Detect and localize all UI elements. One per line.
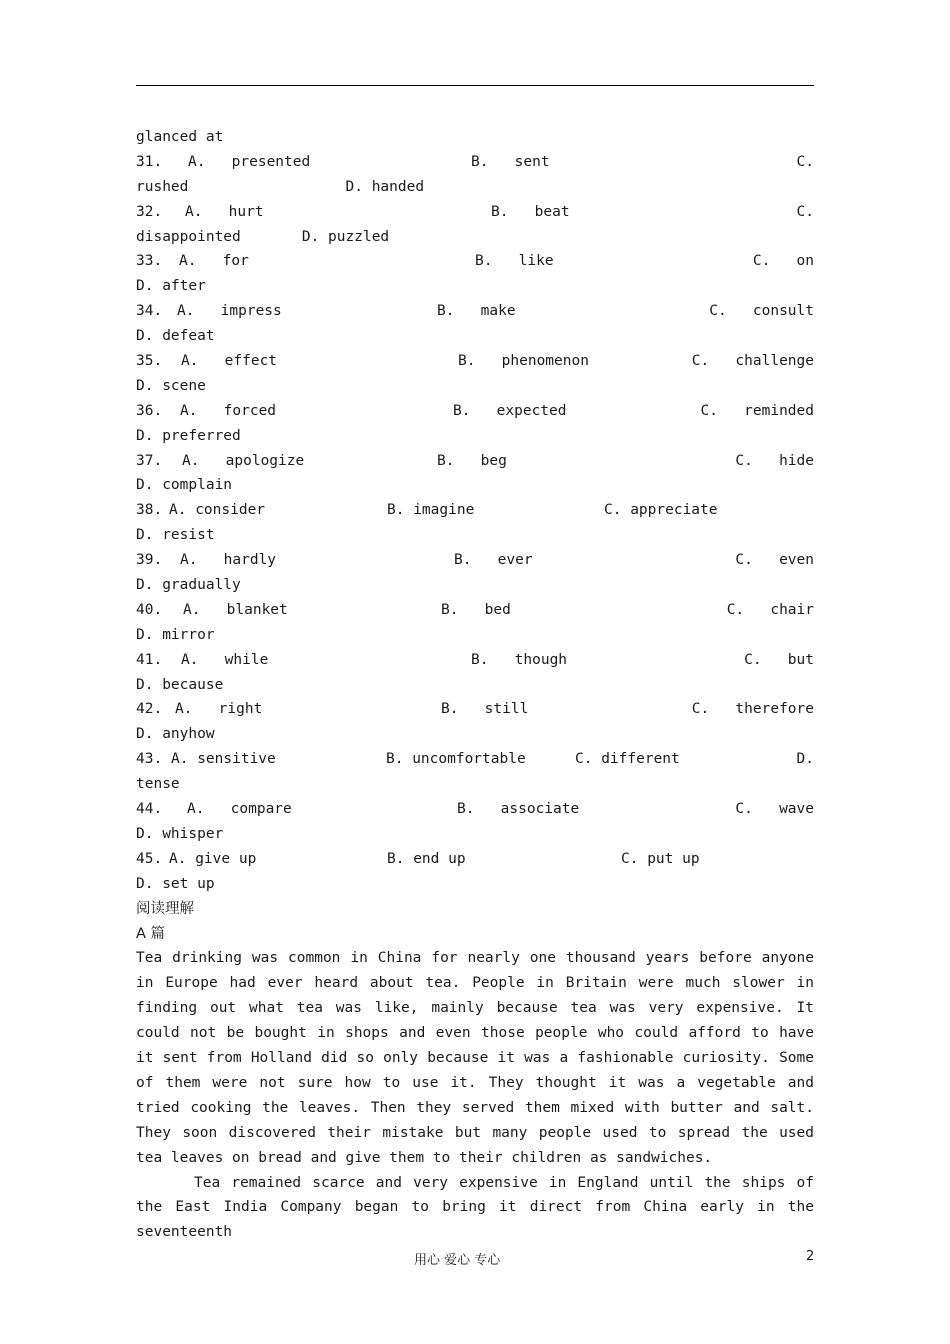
question-continuation: D. anyhow bbox=[136, 726, 215, 743]
question-continuation: D. scene bbox=[136, 377, 206, 394]
option-a: A. apologize bbox=[182, 452, 305, 469]
option-b: B. beg bbox=[437, 452, 507, 469]
question-continuation: D. preferred bbox=[136, 427, 241, 444]
header-rule bbox=[136, 85, 814, 86]
question-row bbox=[136, 349, 814, 374]
page-number: 2 bbox=[806, 1249, 815, 1264]
option-c: C. reminded bbox=[700, 402, 814, 419]
question-continuation: D. resist bbox=[136, 527, 215, 544]
option-b: B. ever bbox=[454, 552, 533, 569]
question-row bbox=[136, 449, 814, 474]
question-row bbox=[136, 648, 814, 673]
option-a: A. right bbox=[175, 701, 263, 718]
option-b: B. make bbox=[437, 303, 516, 320]
option-c: C. put up bbox=[621, 850, 700, 867]
option-b: B. still bbox=[441, 701, 529, 718]
question-number: 44. bbox=[136, 801, 163, 818]
option-b: B. though bbox=[471, 651, 568, 668]
option-c: C. consult bbox=[709, 303, 814, 320]
option-b: B. sent bbox=[471, 153, 550, 170]
question-continuation: D. whisper bbox=[136, 825, 224, 842]
section-heading: 阅读理解 bbox=[136, 900, 194, 917]
option-a: A. forced bbox=[180, 402, 277, 419]
option-a: A. give up bbox=[169, 850, 257, 867]
question-continuation: D. because bbox=[136, 676, 224, 693]
question-number: 37. bbox=[136, 452, 163, 469]
option-c: C. chair bbox=[726, 601, 814, 618]
question-number: 32. bbox=[136, 203, 163, 220]
question-number: 33. bbox=[136, 253, 163, 270]
option-c: C. hide bbox=[735, 452, 814, 469]
question-continuation: tense bbox=[136, 776, 180, 793]
top-line: glanced at bbox=[136, 129, 224, 145]
question-number: 41. bbox=[136, 651, 163, 668]
passage-label: A 篇 bbox=[136, 925, 166, 942]
option-b: B. phenomenon bbox=[458, 353, 589, 370]
question-continuation: D. complain bbox=[136, 477, 233, 494]
option-a: A. hurt bbox=[185, 203, 264, 220]
question-number: 39. bbox=[136, 552, 163, 569]
footer-slogan: 用心 爱心 专心 bbox=[414, 1253, 501, 1268]
paragraph-1: Tea drinking was common in China for nearly one thousand years before anyone in Europe had ever heard about tea. People in Britain were much slower in finding out what tea was like, mainly because tea was very expensive. It could not be bought in shops and even those people who could afford to have it sent from Holland did so only because it was a fashionable curiosity. Some of them were not sure how to use it. They thought it was a vegetable and tried cooking the leaves. Then they served them mixed with butter and salt. They soon discovered their mistake but many people used to spread the used tea leaves on bread and give them to their children as sandwiches. bbox=[136, 950, 814, 1166]
option-b: B. end up bbox=[387, 850, 466, 867]
option-a: A. blanket bbox=[183, 601, 288, 618]
option-c: C. but bbox=[744, 651, 814, 668]
question-number: 42. bbox=[136, 701, 163, 718]
option-a: A. for bbox=[179, 253, 249, 270]
option-b: B. uncomfortable bbox=[386, 751, 526, 768]
question-row bbox=[136, 797, 814, 822]
option-b: B. associate bbox=[457, 801, 580, 818]
question-number: 35. bbox=[136, 353, 163, 370]
passage bbox=[136, 946, 814, 1245]
question-number: 43. bbox=[136, 751, 163, 768]
question-number: 31. bbox=[136, 153, 163, 170]
option-c: C. challenge bbox=[691, 353, 814, 370]
option-a: A. presented bbox=[188, 153, 311, 170]
question-row bbox=[136, 697, 814, 722]
option-c: C. therefore bbox=[691, 701, 814, 718]
option-c: C. bbox=[796, 153, 814, 170]
question-continuation: rushed D. handed bbox=[136, 178, 425, 195]
question-row bbox=[136, 847, 814, 872]
option-b: B. bed bbox=[441, 601, 511, 618]
document-body bbox=[136, 125, 814, 1245]
question-row bbox=[136, 299, 814, 324]
question-row bbox=[136, 249, 814, 274]
option-c: C. appreciate bbox=[604, 502, 718, 519]
option-c: C. on bbox=[752, 253, 814, 270]
question-row bbox=[136, 399, 814, 424]
question-number: 45. bbox=[136, 850, 163, 867]
option-d: D. bbox=[796, 751, 814, 768]
question-number: 40. bbox=[136, 601, 163, 618]
question-number: 36. bbox=[136, 402, 163, 419]
option-b: B. beat bbox=[491, 203, 570, 220]
question-continuation: disappointed D. puzzled bbox=[136, 228, 390, 245]
question-continuation: D. set up bbox=[136, 875, 215, 892]
option-c: C. bbox=[796, 203, 814, 220]
option-b: B. imagine bbox=[387, 502, 475, 519]
question-row bbox=[136, 548, 814, 573]
option-a: A. consider bbox=[169, 502, 266, 519]
question-row bbox=[136, 200, 814, 225]
question-row bbox=[136, 747, 814, 772]
question-number: 34. bbox=[136, 303, 163, 320]
option-c: C. different bbox=[575, 751, 680, 768]
question-continuation: D. gradually bbox=[136, 577, 241, 594]
question-number: 38. bbox=[136, 502, 163, 519]
option-c: C. wave bbox=[735, 801, 814, 818]
question-continuation: D. defeat bbox=[136, 328, 215, 345]
option-b: B. like bbox=[475, 253, 554, 270]
question-row bbox=[136, 598, 814, 623]
question-continuation: D. mirror bbox=[136, 626, 215, 643]
option-b: B. expected bbox=[453, 402, 567, 419]
question-row bbox=[136, 498, 814, 523]
option-a: A. while bbox=[181, 651, 269, 668]
option-a: A. effect bbox=[181, 353, 278, 370]
question-list bbox=[136, 150, 814, 897]
option-c: C. even bbox=[735, 552, 814, 569]
option-a: A. impress bbox=[177, 303, 282, 320]
question-continuation: D. after bbox=[136, 278, 206, 295]
option-a: A. hardly bbox=[180, 552, 277, 569]
question-row bbox=[136, 150, 814, 175]
paragraph-2: Tea remained scarce and very expensive in England until the ships of the East India Company began to bring it direct from China early in the seventeenth bbox=[136, 1174, 814, 1241]
option-a: A. sensitive bbox=[171, 751, 276, 768]
option-a: A. compare bbox=[187, 801, 292, 818]
